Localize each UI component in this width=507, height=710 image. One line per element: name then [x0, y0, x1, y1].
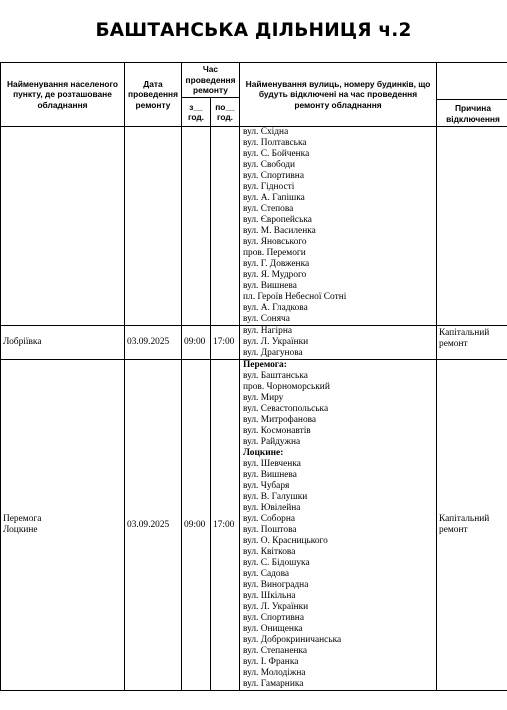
street-item: вул. Вишнева	[243, 470, 297, 480]
time-from-cell	[182, 127, 211, 326]
subheading: Перемога:	[243, 360, 287, 370]
table-row	[1, 360, 507, 691]
streets-cell	[240, 127, 437, 326]
street-item: вул. Л. Українки	[243, 602, 309, 612]
street-item: вул. Квіткова	[243, 547, 296, 557]
time-from-cell: 09:00	[182, 360, 211, 691]
street-item: вул. І. Франка	[243, 657, 299, 667]
street-item: пров. Чорноморський	[243, 382, 330, 392]
settlement-name: Перемога Лоцкине	[3, 514, 42, 535]
street-item: вул. Доброкриничанська	[243, 635, 342, 645]
street-item: вул. Садова	[243, 569, 290, 579]
outage-table	[0, 62, 507, 691]
street-item: вул. Поштова	[243, 525, 297, 535]
street-item: вул. С. Бідошука	[243, 558, 310, 568]
header-reason-cell	[437, 63, 507, 127]
street-item: вул. Райдужна	[243, 437, 301, 447]
street-item: вул. Європейська	[243, 215, 312, 225]
street-item: вул. Митрофанова	[243, 415, 317, 425]
settlement-cell: Лобріївка	[1, 326, 125, 360]
header-streets: Найменування вулиць, номеру будинків, що будуть відключені на час проведення ремонту обладнання	[240, 63, 437, 127]
header-date: Дата проведення ремонту	[125, 63, 182, 127]
header-time-to: по__ год.	[211, 98, 240, 127]
street-item: вул. Я. Мудрого	[243, 270, 307, 280]
street-item: пл. Героїв Небесної Сотні	[243, 292, 347, 302]
reason-cell: Капітальний ремонт	[437, 326, 507, 360]
street-item: вул. Степаненка	[243, 646, 308, 656]
street-item: вул. Космонавтів	[243, 426, 311, 436]
street-item: вул. Соборна	[243, 514, 296, 524]
street-item: вул. Шкільна	[243, 591, 296, 601]
time-to-cell: 17:00	[211, 326, 240, 360]
street-item: вул. Онищенка	[243, 624, 303, 634]
reason-cell	[437, 127, 507, 326]
settlement-cell	[1, 127, 125, 326]
street-item: вул. О. Красницького	[243, 536, 328, 546]
street-item: вул. Соняча	[243, 314, 290, 324]
date-cell	[125, 127, 182, 326]
streets-cell	[240, 360, 437, 691]
street-item: вул. Спортивна	[243, 613, 304, 623]
street-item: вул. С. Бойченка	[243, 149, 310, 159]
settlement-cell	[1, 360, 125, 691]
street-item: вул. Драгунова	[243, 348, 303, 358]
street-item: вул. Шевченка	[243, 459, 301, 469]
date-cell: 03.09.2025	[125, 326, 182, 360]
street-item: вул. М. Василенка	[243, 226, 316, 236]
street-item: пров. Перемоги	[243, 248, 306, 258]
header-row	[1, 63, 507, 98]
header-time: Час проведення ремонту	[182, 63, 240, 98]
street-item: вул. Свободи	[243, 160, 296, 170]
time-to-cell	[211, 127, 240, 326]
reason-cell: Капітальний ремонт	[437, 360, 507, 691]
street-item: вул. Гамарника	[243, 679, 304, 689]
street-item: вул. Севастопольська	[243, 404, 329, 414]
date-cell: 03.09.2025	[125, 360, 182, 691]
street-item: вул. Миру	[243, 393, 284, 403]
page-title: БАШТАНСЬКА ДІЛЬНИЦЯ ч.2	[95, 20, 412, 41]
street-item: вул. Східна	[243, 127, 289, 137]
street-item: вул. В. Галушки	[243, 492, 308, 502]
header-reason: Причина відключення	[437, 99, 507, 126]
streets-cell	[240, 326, 437, 360]
street-item: вул. Виноградна	[243, 580, 309, 590]
time-from-cell: 09:00	[182, 326, 211, 360]
subheading: Лоцкине:	[243, 448, 284, 458]
street-item: вул. Степова	[243, 204, 294, 214]
street-item: вул. Ювілейна	[243, 503, 301, 513]
street-item: вул. Вишнева	[243, 281, 297, 291]
street-item: вул. Баштанська	[243, 371, 308, 381]
street-item: вул. Молодіжна	[243, 668, 306, 678]
header-time-from: з__ год.	[182, 98, 211, 127]
street-item: вул. Чубаря	[243, 481, 290, 491]
time-to-cell: 17:00	[211, 360, 240, 691]
street-item: вул. Гідності	[243, 182, 295, 192]
street-item: вул. А. Гладкова	[243, 303, 308, 313]
street-item: вул. А. Гапішка	[243, 193, 305, 203]
street-item: вул. Полтавська	[243, 138, 307, 148]
header-settlement: Найменування населеного пункту, де розташоване обладнання	[1, 63, 125, 127]
street-item: вул. Нагірна	[243, 326, 292, 336]
table-row	[1, 326, 507, 360]
street-item: вул. Яновського	[243, 237, 307, 247]
street-item: вул. Л. Українки	[243, 337, 309, 347]
table-row	[1, 127, 507, 326]
street-item: вул. Спортивна	[243, 171, 304, 181]
street-item: вул. Г. Довженка	[243, 259, 310, 269]
